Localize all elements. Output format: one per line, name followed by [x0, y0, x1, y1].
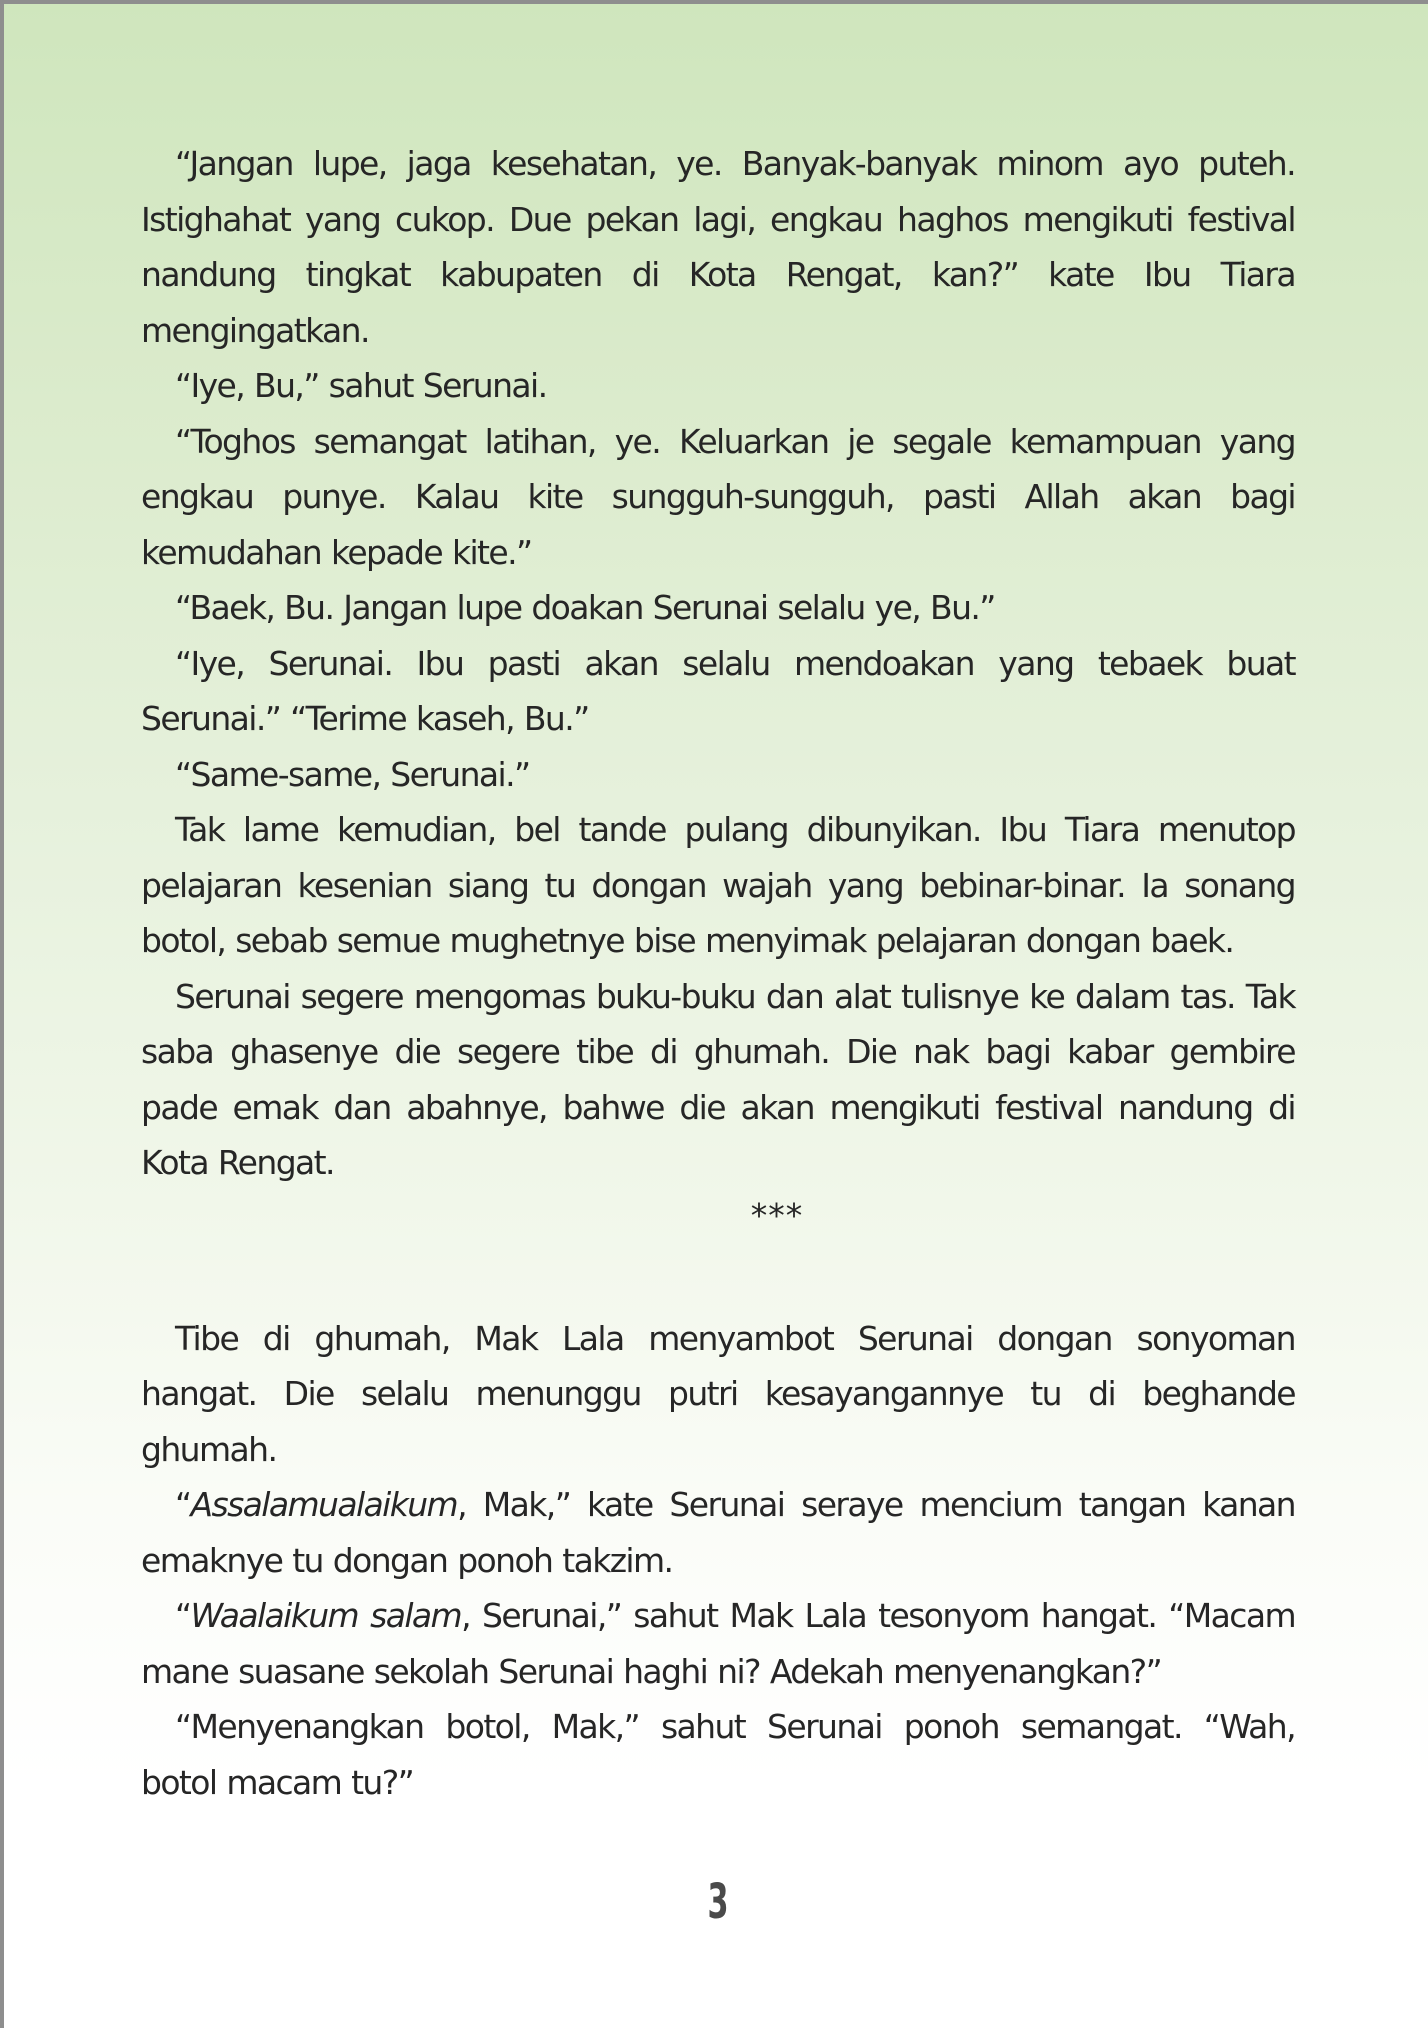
paragraph: “Jangan lupe, jaga kesehatan, ye. Banyak-banyak minom ayo puteh. Istighahat yang cukop. Due pekan lagi, engkau haghos mengikuti festival nandung tingkat kabupaten di Kota Rengat, kan?” kate Ibu Tiara mengingatkan. [141, 144, 1295, 350]
quote-open: “ [175, 1596, 191, 1635]
page-number: 3 [707, 1874, 729, 1930]
paragraph: Tak lame kemudian, bel tande pulang dibunyikan. Ibu Tiara menutop pelajaran kesenian siang tu dongan wajah yang bebinar-binar. Ia sonang botol, sebab semue mughetnye bise menyimak pelajaran dongan baek. [141, 810, 1295, 960]
paragraph: Tibe di ghumah, Mak Lala menyambot Serunai dongan sonyoman hangat. Die selalu menunggu putri kesayangannye tu di beghande ghumah. [141, 1318, 1295, 1469]
paragraph [141, 1477, 1295, 1588]
paragraph: “Iye, Serunai. Ibu pasti akan selalu mendoakan yang tebaek buat Serunai.” “Terime kaseh, Bu.” [141, 643, 1295, 738]
italic-reply: Waalaikum salam [190, 1596, 462, 1635]
italic-greeting: Assalamualaikum [190, 1485, 458, 1524]
paragraph-rest: , Serunai,” sahut Mak Lala tesonyom hangat. “Macam mane suasane sekolah Serunai haghi ni? Adekah menyenangkan?” [141, 1596, 1295, 1691]
paragraph: “Baek, Bu. Jangan lupe doakan Serunai selalu ye, Bu.” [175, 588, 995, 627]
paragraph: “Iye, Bu,” sahut Serunai. [175, 366, 547, 405]
paragraph: “Same-same, Serunai.” [175, 754, 530, 794]
paragraph: “Menyenangkan botol, Mak,” sahut Serunai ponoh semangat. “Wah, botol macam tu?” [141, 1707, 1295, 1802]
story-text [141, 136, 1295, 1810]
paragraph: Serunai segere mengomas buku-buku dan alat tulisnye ke dalam tas. Tak saba ghasenye die segere tibe di ghumah. Die nak bagi kabar gembire pade emak dan abahnye, bahwe die akan mengikuti festival nandung di Kota Rengat. [141, 976, 1295, 1182]
section-separator: *** [750, 1195, 804, 1235]
paragraph [141, 1588, 1295, 1699]
paragraph: “Toghos semangat latihan, ye. Keluarkan je segale kemampuan yang engkau punye. Kalau kite sungguh-sungguh, pasti Allah akan bagi kemudahan kepade kite.” [141, 421, 1295, 572]
paragraph-rest: , Mak,” kate Serunai seraye mencium tangan kanan emaknye tu dongan ponoh takzim. [141, 1485, 1295, 1580]
quote-open: “ [175, 1485, 191, 1524]
